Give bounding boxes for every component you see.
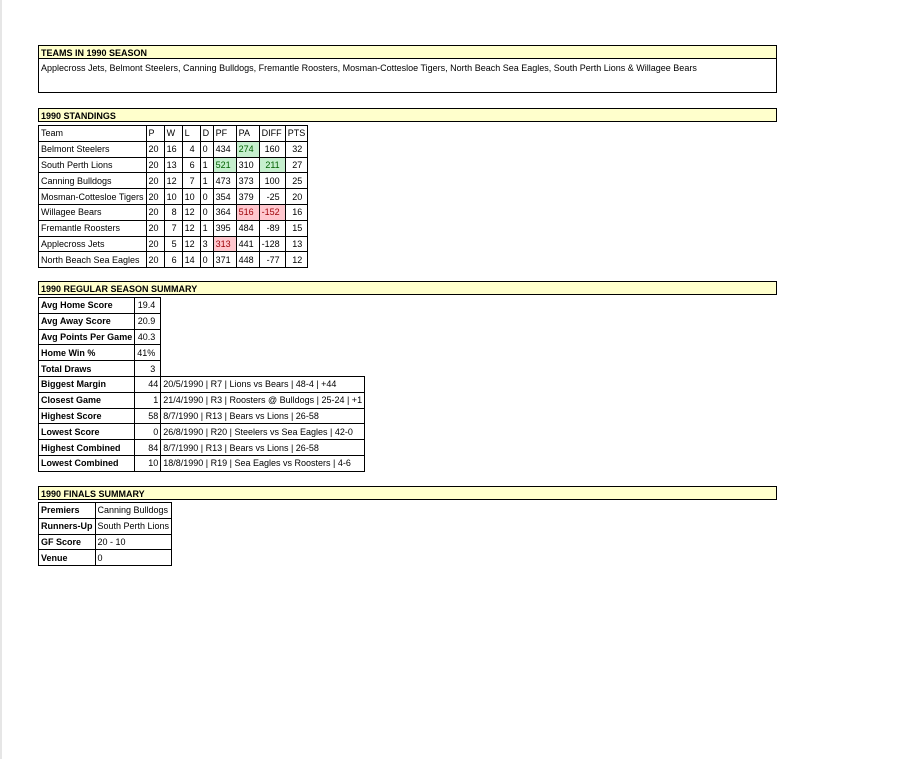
standings-header-row (39, 126, 308, 142)
points: 16 (285, 204, 308, 220)
col-header-w: W (164, 126, 182, 142)
won: 6 (164, 252, 182, 268)
record-value: 10 (135, 455, 161, 471)
record-detail: 8/7/1990 | R13 | Bears vs Lions | 26-58 (161, 440, 365, 456)
differential: -128 (259, 236, 285, 252)
col-header-pf: PF (213, 126, 236, 142)
lost: 10 (182, 189, 200, 205)
table-row (39, 252, 308, 268)
points-for: 354 (213, 189, 236, 205)
finals-label: GF Score (39, 534, 96, 550)
lost: 14 (182, 252, 200, 268)
teams-section-title: TEAMS IN 1990 SEASON (38, 45, 777, 59)
record-detail: 20/5/1990 | R7 | Lions vs Bears | 48-4 | +44 (161, 376, 365, 392)
finals-value: South Perth Lions (95, 518, 172, 534)
col-header-l: L (182, 126, 200, 142)
table-row (39, 141, 308, 157)
page-left-edge (0, 0, 2, 759)
lost: 7 (182, 173, 200, 189)
table-row (39, 189, 308, 205)
differential: 211 (259, 157, 285, 173)
stat-value: 40.3 (135, 329, 161, 345)
team-name: North Beach Sea Eagles (39, 252, 147, 268)
finals-label: Premiers (39, 503, 96, 519)
col-header-pts: PTS (285, 126, 308, 142)
won: 13 (164, 157, 182, 173)
record-label: Lowest Combined (39, 455, 135, 471)
points: 20 (285, 189, 308, 205)
points-against: 448 (236, 252, 259, 268)
record-row (39, 408, 365, 424)
differential: -25 (259, 189, 285, 205)
stat-label: Avg Points Per Game (39, 329, 135, 345)
summary-row (39, 329, 365, 345)
lost: 12 (182, 236, 200, 252)
season-summary-title: 1990 REGULAR SEASON SUMMARY (38, 281, 777, 295)
record-label: Closest Game (39, 392, 135, 408)
table-row (39, 236, 308, 252)
drawn: 1 (200, 220, 213, 236)
finals-row (39, 534, 172, 550)
standings-table (38, 125, 308, 268)
record-row (39, 392, 365, 408)
team-name: Mosman-Cottesloe Tigers (39, 189, 147, 205)
standings-section-title: 1990 STANDINGS (38, 108, 777, 122)
points: 25 (285, 173, 308, 189)
record-detail: 26/8/1990 | R20 | Steelers vs Sea Eagles | 42-0 (161, 424, 365, 440)
points-for: 364 (213, 204, 236, 220)
stat-label: Total Draws (39, 361, 135, 377)
record-value: 58 (135, 408, 161, 424)
finals-summary-table (38, 502, 172, 566)
won: 10 (164, 189, 182, 205)
finals-value: Canning Bulldogs (95, 503, 172, 519)
finals-summary-title: 1990 FINALS SUMMARY (38, 486, 777, 500)
drawn: 1 (200, 173, 213, 189)
team-name: South Perth Lions (39, 157, 147, 173)
points-against: 274 (236, 141, 259, 157)
drawn: 0 (200, 141, 213, 157)
points-against: 373 (236, 173, 259, 189)
played: 20 (146, 157, 164, 173)
won: 5 (164, 236, 182, 252)
col-header-pa: PA (236, 126, 259, 142)
teams-list: Applecross Jets, Belmont Steelers, Canning Bulldogs, Fremantle Roosters, Mosman-Cottesloe Tigers, North Beach Sea Eagles, South Perth Lions & Willagee Bears (38, 59, 777, 93)
played: 20 (146, 141, 164, 157)
summary-row (39, 313, 365, 329)
points-for: 313 (213, 236, 236, 252)
record-label: Highest Score (39, 408, 135, 424)
lost: 6 (182, 157, 200, 173)
finals-row (39, 550, 172, 566)
summary-row (39, 298, 365, 314)
points-against: 310 (236, 157, 259, 173)
drawn: 1 (200, 157, 213, 173)
points: 27 (285, 157, 308, 173)
finals-value: 20 - 10 (95, 534, 172, 550)
table-row (39, 173, 308, 189)
record-row (39, 455, 365, 471)
points-against: 484 (236, 220, 259, 236)
played: 20 (146, 189, 164, 205)
played: 20 (146, 220, 164, 236)
record-detail: 21/4/1990 | R3 | Roosters @ Bulldogs | 25-24 | +1 (161, 392, 365, 408)
differential: 100 (259, 173, 285, 189)
col-header-diff: DIFF (259, 126, 285, 142)
team-name: Canning Bulldogs (39, 173, 147, 189)
won: 12 (164, 173, 182, 189)
drawn: 0 (200, 189, 213, 205)
record-label: Highest Combined (39, 440, 135, 456)
record-label: Biggest Margin (39, 376, 135, 392)
summary-row (39, 345, 365, 361)
played: 20 (146, 173, 164, 189)
points-for: 473 (213, 173, 236, 189)
finals-row (39, 518, 172, 534)
stat-value: 20.9 (135, 313, 161, 329)
col-header-team: Team (39, 126, 147, 142)
finals-value: 0 (95, 550, 172, 566)
team-name: Willagee Bears (39, 204, 147, 220)
record-row (39, 440, 365, 456)
col-header-d: D (200, 126, 213, 142)
points-against: 516 (236, 204, 259, 220)
points-for: 371 (213, 252, 236, 268)
team-name: Fremantle Roosters (39, 220, 147, 236)
points: 32 (285, 141, 308, 157)
record-value: 0 (135, 424, 161, 440)
stat-value: 3 (135, 361, 161, 377)
points-against: 379 (236, 189, 259, 205)
won: 8 (164, 204, 182, 220)
differential: -77 (259, 252, 285, 268)
team-name: Belmont Steelers (39, 141, 147, 157)
record-label: Lowest Score (39, 424, 135, 440)
summary-row (39, 361, 365, 377)
col-header-p: P (146, 126, 164, 142)
record-value: 84 (135, 440, 161, 456)
points-against: 441 (236, 236, 259, 252)
differential: -152 (259, 204, 285, 220)
drawn: 0 (200, 252, 213, 268)
lost: 12 (182, 220, 200, 236)
points-for: 395 (213, 220, 236, 236)
points: 15 (285, 220, 308, 236)
record-row (39, 424, 365, 440)
record-detail: 8/7/1990 | R13 | Bears vs Lions | 26-58 (161, 408, 365, 424)
table-row (39, 157, 308, 173)
record-value: 1 (135, 392, 161, 408)
points: 12 (285, 252, 308, 268)
played: 20 (146, 236, 164, 252)
stat-label: Avg Away Score (39, 313, 135, 329)
stat-label: Avg Home Score (39, 298, 135, 314)
finals-label: Runners-Up (39, 518, 96, 534)
won: 7 (164, 220, 182, 236)
finals-label: Venue (39, 550, 96, 566)
team-name: Applecross Jets (39, 236, 147, 252)
played: 20 (146, 204, 164, 220)
lost: 12 (182, 204, 200, 220)
played: 20 (146, 252, 164, 268)
differential: -89 (259, 220, 285, 236)
record-row (39, 376, 365, 392)
finals-row (39, 503, 172, 519)
stat-value: 41% (135, 345, 161, 361)
season-summary-table (38, 297, 365, 472)
points: 13 (285, 236, 308, 252)
stat-value: 19.4 (135, 298, 161, 314)
stat-label: Home Win % (39, 345, 135, 361)
differential: 160 (259, 141, 285, 157)
drawn: 0 (200, 204, 213, 220)
record-value: 44 (135, 376, 161, 392)
won: 16 (164, 141, 182, 157)
table-row (39, 204, 308, 220)
drawn: 3 (200, 236, 213, 252)
points-for: 434 (213, 141, 236, 157)
record-detail: 18/8/1990 | R19 | Sea Eagles vs Roosters | 4-6 (161, 455, 365, 471)
points-for: 521 (213, 157, 236, 173)
lost: 4 (182, 141, 200, 157)
table-row (39, 220, 308, 236)
